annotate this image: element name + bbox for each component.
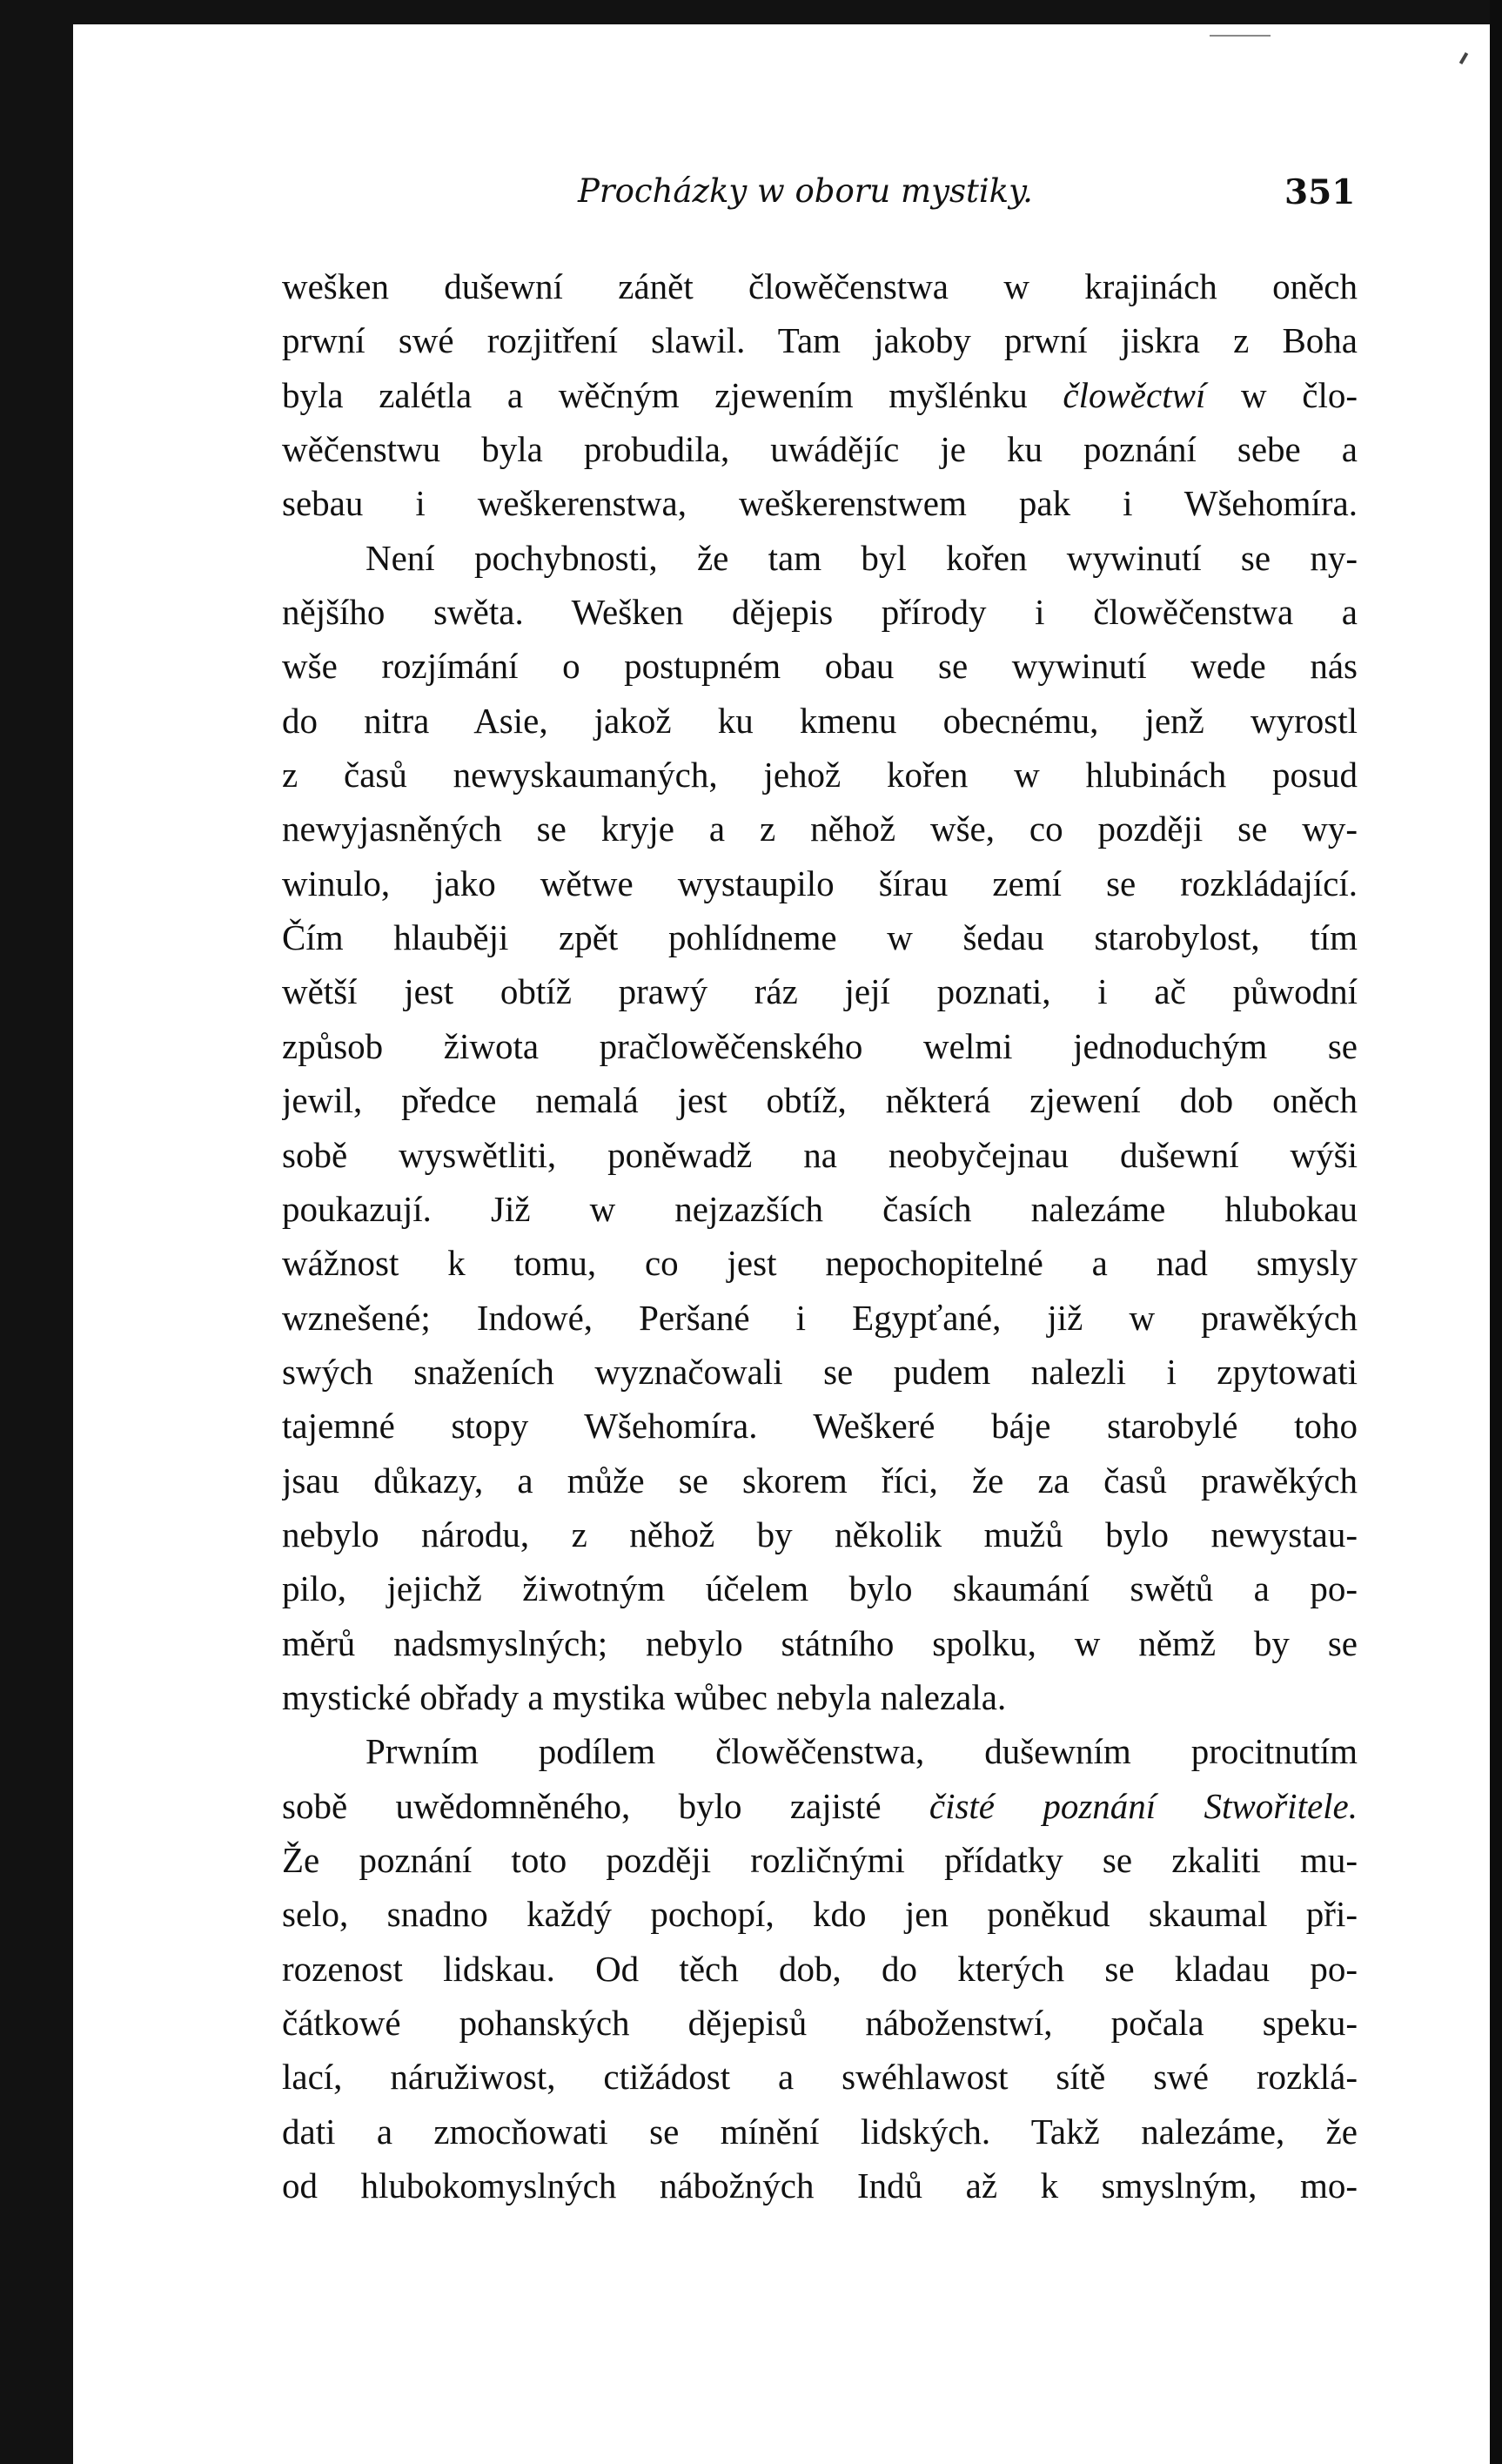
text-line [282,1670,1358,1724]
text-line [282,748,1358,802]
line-text: mystické obřady a mystika wůbec nebyla nalezala. [282,1676,1007,1717]
line-text: Není pochybnosti, že tam byl kořen wywinutí se ny- [365,537,1358,578]
text-line [282,1833,1358,1887]
line-text: tajemné stopy Wšehomíra. Weškeré báje starobylé toho [282,1406,1358,1447]
line-text: sobě uwědomněného, bylo zajisté [282,1785,929,1826]
line-text: jsau důkazy, a může se skorem říci, že za časů prawěkých [282,1460,1358,1501]
page-number: 351 [1284,172,1356,212]
line-text: dati a zmocňowati se mínění lidských. Takž nalezáme, že [282,2111,1358,2152]
text-line [282,1291,1358,1345]
text-line [282,1616,1358,1670]
line-text: swých snaženích wyznačowali se pudem nalezli i zpytowati [282,1351,1358,1392]
line-text: poukazují. Již w nejzazších časích nalezáme hlubokau [282,1188,1358,1229]
line-text: od hlubokomyslných nábožných Indů až k smyslným, mo- [282,2165,1358,2206]
text-line [282,964,1358,1018]
text-line [282,1454,1358,1507]
line-text: w člo- [1205,374,1358,415]
text-line [282,476,1358,530]
text-line [282,585,1358,639]
line-text: do nitra Asie, jakož ku kmenu obecnému, jenž wyrostl [282,700,1358,741]
line-text: wážnost k tomu, co jest nepochopitelné a nad smysly [282,1243,1358,1284]
line-text: prwní swé rozjitření slawil. Tam jakoby prwní jiskra z Boha [282,320,1358,361]
line-text: wše rozjímání o postupném obau se wywinutí wede nás [282,646,1358,687]
line-text: wznešené; Indowé, Peršané i Egypťané, již w prawěkých [282,1297,1358,1338]
line-text: wešken dušewní zánět člowěčenstwa w krajinách oněch [282,266,1358,306]
text-line [282,856,1358,910]
text-line [282,1507,1358,1561]
line-text: winulo, jako wětwe wystaupilo šírau zemí se rozkládající. [282,863,1358,903]
text-line [282,2159,1358,2212]
text-line [282,531,1358,585]
text-line [282,1345,1358,1399]
text-line [282,1182,1358,1236]
line-text: newyjasněných se kryje a z něhož wše, co později se wy- [282,809,1358,849]
text-line [282,1561,1358,1615]
line-text: způsob žiwota pračlowěčenského welmi jednoduchým se [282,1025,1358,1066]
text-line [282,259,1358,313]
line-text: z časů newyskaumaných, jehož kořen w hlubinách posud [282,755,1358,796]
line-text: nějšího swěta. Wešken dějepis přírody i člowěčenstwa a [282,592,1358,633]
text-line [282,1399,1358,1453]
text-line [282,368,1358,422]
text-line [282,1128,1358,1182]
line-text: měrů nadsmyslných; nebylo státního spolku, w němž by se [282,1622,1358,1663]
text-line [282,2050,1358,2104]
text-line [282,802,1358,856]
text-line [282,1996,1358,2050]
text-line [282,422,1358,476]
emphasized-text: člowěctwí [1063,374,1206,415]
emphasized-text: čisté poznání Stwořitele. [929,1785,1358,1826]
line-text: rozenost lidskau. Od těch dob, do kterých se kladau po- [282,1948,1358,1989]
line-text: Prwním podílem člowěčenstwa, dušewním procitnutím [365,1731,1358,1772]
line-text: wěčenstwu byla probudila, uwádějíc je ku poznání sebe a [282,429,1358,470]
line-text: byla zalétla a wěčným zjewením myšlénku [282,374,1063,415]
text-line [282,313,1358,367]
line-text: sebau i weškerenstwa, weškerenstwem pak i Wšehomíra. [282,483,1358,524]
line-text: čátkowé pohanských dějepisů náboženstwí, počala speku- [282,2003,1358,2043]
text-line [282,1942,1358,1996]
line-text: Že poznání toto později rozličnými přídatky se zkaliti mu- [282,1839,1358,1880]
text-line [282,1236,1358,1290]
text-line [282,1724,1358,1778]
scan-mark [1210,35,1271,37]
text-line [282,694,1358,748]
text-line [282,1887,1358,1941]
line-text: selo, snadno každý pochopí, kdo jen poněkud skaumal při- [282,1894,1358,1935]
running-head: Procházky w oboru mystiky. [578,172,1033,210]
text-line [282,639,1358,693]
text-line [282,2105,1358,2159]
line-text: lací, náružiwost, ctižádost a swéhlawost sítě swé rozklá- [282,2057,1358,2098]
text-line [282,1019,1358,1073]
text-line [282,910,1358,964]
scan-edge [1490,0,1502,2464]
text-line [282,1779,1358,1833]
text-line [282,1073,1358,1127]
line-text: wětší jest obtíž prawý ráz její poznati, i ač půwodní [282,971,1358,1012]
line-text: Čím hlauběji zpět pohlídneme w šedau starobylost, tím [282,917,1358,958]
line-text: nebylo národu, z něhož by několik mužů bylo newystau- [282,1514,1358,1554]
line-text: sobě wyswětliti, poněwadž na neobyčejnau dušewní wýši [282,1134,1358,1175]
line-text: pilo, jejichž žiwotným účelem bylo skaumání swětů a po- [282,1568,1358,1609]
line-text: jewil, předce nemalá jest obtíž, některá zjewení dob oněch [282,1080,1358,1121]
body-text [282,259,1358,2212]
